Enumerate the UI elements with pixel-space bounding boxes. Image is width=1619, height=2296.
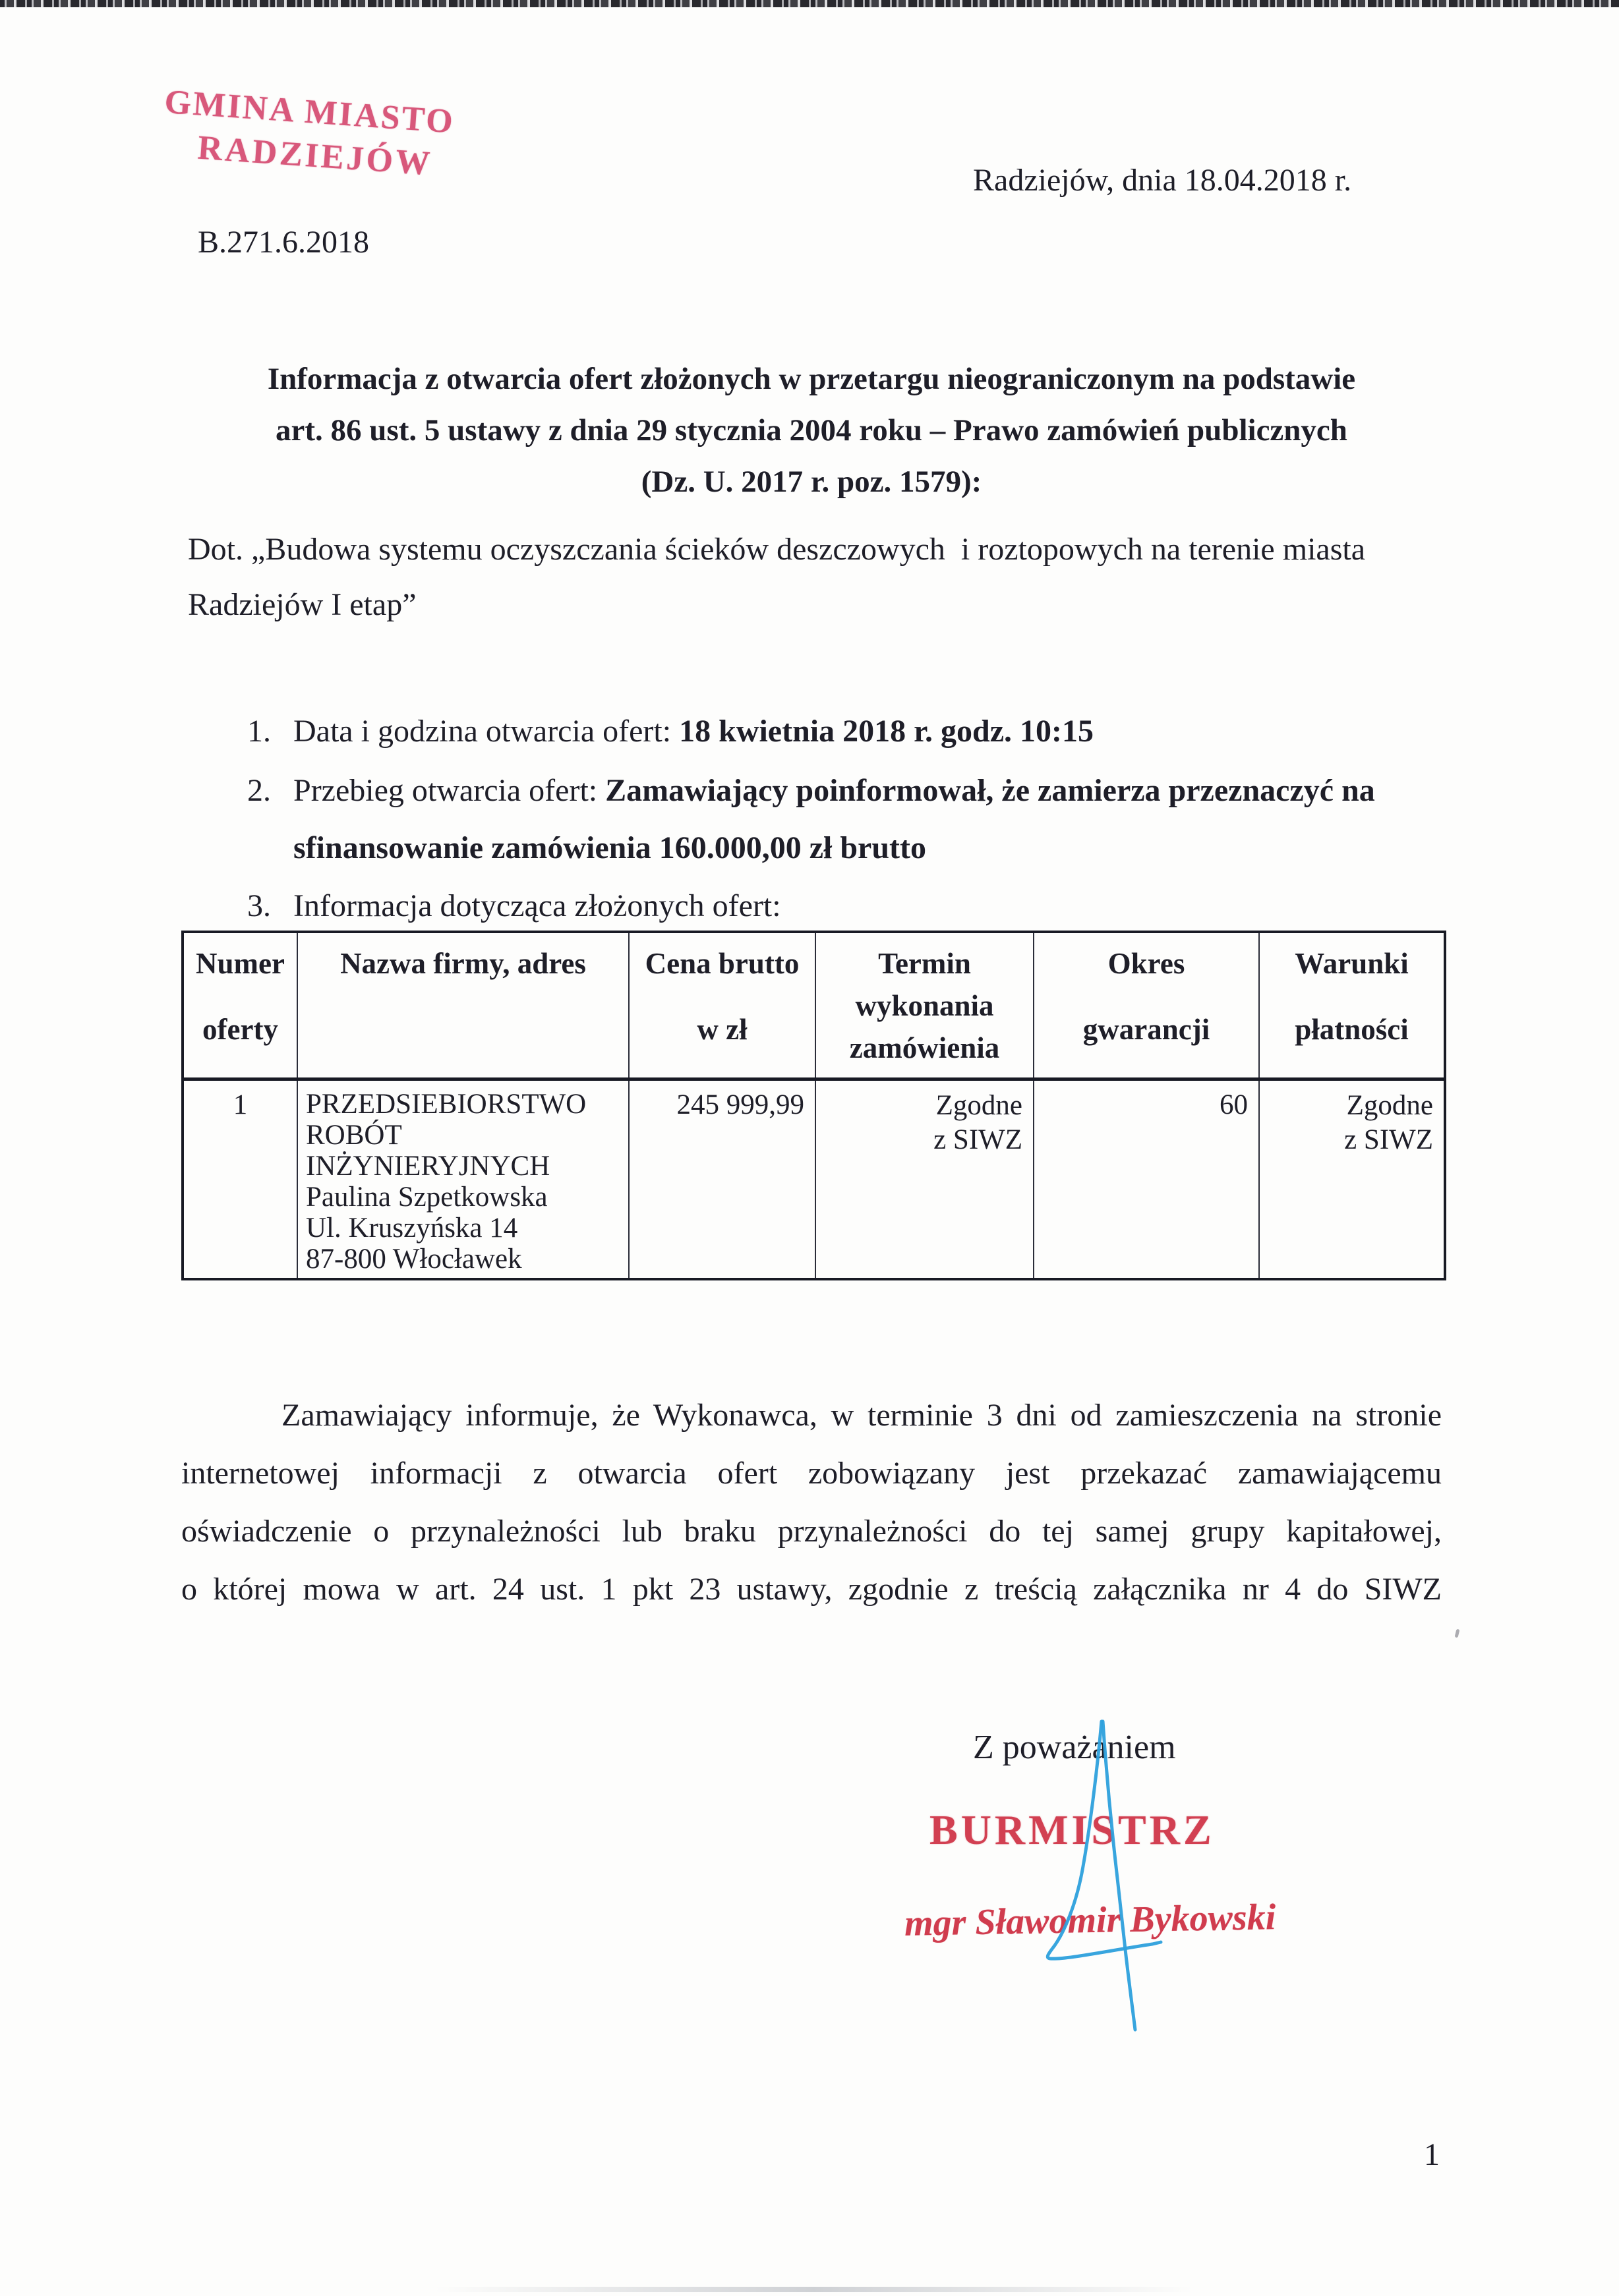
- reference-number: B.271.6.2018: [198, 225, 370, 260]
- municipality-stamp: [160, 80, 456, 187]
- cell-completion-term: Zgodne z SIWZ: [815, 1079, 1034, 1280]
- offers-table-row: [183, 1079, 1445, 1280]
- list-item-opening-datetime: [293, 713, 1094, 749]
- list-item-value-continuation: sfinansowanie zamówienia 160.000,00 zł brutto: [293, 830, 926, 865]
- body-paragraph-line: Zamawiający informuje, że Wykonawca, w terminie 3 dni od zamieszczenia na stronie: [281, 1398, 1442, 1433]
- scan-artifact-bottom-edge: [435, 2287, 1193, 2292]
- document-title-line: art. 86 ust. 5 ustawy z dnia 29 stycznia 2004 roku – Prawo zamówień publicznych: [276, 413, 1347, 447]
- cell-warranty-period: 60: [1034, 1079, 1259, 1280]
- header-warranty-period: Okres gwarancji: [1034, 932, 1259, 1079]
- header-offer-number: Numer oferty: [183, 932, 297, 1079]
- subject-line: Radziejów I etap”: [188, 587, 417, 622]
- header-company-name-address: Nazwa firmy, adres: [297, 932, 629, 1079]
- municipality-stamp-line: RADZIEJÓW: [196, 129, 434, 183]
- header-gross-price: Cena brutto w zł: [629, 932, 815, 1079]
- cell-gross-price: 245 999,99: [629, 1079, 815, 1280]
- list-item-label: Data i godzina otwarcia ofert:: [293, 714, 680, 749]
- body-paragraph-line: oświadczenie o przynależności lub braku przynależności do tej samej grupy kapitałowej,: [181, 1514, 1442, 1549]
- list-item-number: 1.: [247, 714, 271, 749]
- list-item-number: 2.: [247, 773, 271, 808]
- offers-table-header-row: [183, 932, 1445, 1079]
- date-line: Radziejów, dnia 18.04.2018 r.: [973, 163, 1352, 198]
- list-item-label: Przebieg otwarcia ofert:: [293, 773, 606, 808]
- document-title-line: Informacja z otwarcia ofert złożonych w przetargu nieograniczonym na podstawie: [267, 362, 1356, 396]
- page-number: 1: [1424, 2137, 1440, 2172]
- offers-table: [181, 931, 1446, 1280]
- cell-offer-number: 1: [183, 1079, 297, 1280]
- cell-company: PRZEDSIEBIORSTWO ROBÓT INŻYNIERYJNYCH Paulina Szpetkowska Ul. Kruszyńska 14 87-800 Włocławek: [297, 1079, 629, 1280]
- list-item-value: Zamawiający poinformował, że zamierza przeznaczyć na: [605, 773, 1375, 808]
- subject-line: Dot. „Budowa systemu oczyszczania ścieków deszczowych i roztopowych na terenie miasta: [188, 532, 1366, 567]
- document-title-line: (Dz. U. 2017 r. poz. 1579):: [641, 465, 982, 499]
- list-item-value: 18 kwietnia 2018 r. godz. 10:15: [679, 714, 1094, 749]
- header-completion-term: Termin wykonania zamówienia: [815, 932, 1034, 1079]
- municipality-stamp-line: GMINA MIASTO: [163, 82, 456, 141]
- header-payment-terms: Warunki płatności: [1259, 932, 1445, 1079]
- mayor-role-stamp: BURMISTRZ: [929, 1806, 1215, 1853]
- scan-speck: [1455, 1629, 1460, 1638]
- body-paragraph-line: o której mowa w art. 24 ust. 1 pkt 23 ustawy, zgodnie z treścią załącznika nr 4 do SIWZ: [181, 1572, 1442, 1607]
- mayor-name-stamp: mgr Sławomir Bykowski: [904, 1897, 1276, 1944]
- scan-artifact-top-edge: [0, 0, 1619, 7]
- list-item-opening-course: [293, 772, 1375, 809]
- cell-payment-terms: Zgodne z SIWZ: [1259, 1079, 1445, 1280]
- list-item-offers-info: Informacja dotycząca złożonych ofert:: [293, 888, 781, 923]
- list-item-number: 3.: [247, 888, 271, 923]
- closing-salutation: Z poważaniem: [973, 1729, 1176, 1766]
- body-paragraph-line: internetowej informacji z otwarcia ofert zobowiązany jest przekazać zamawiającemu: [181, 1456, 1442, 1491]
